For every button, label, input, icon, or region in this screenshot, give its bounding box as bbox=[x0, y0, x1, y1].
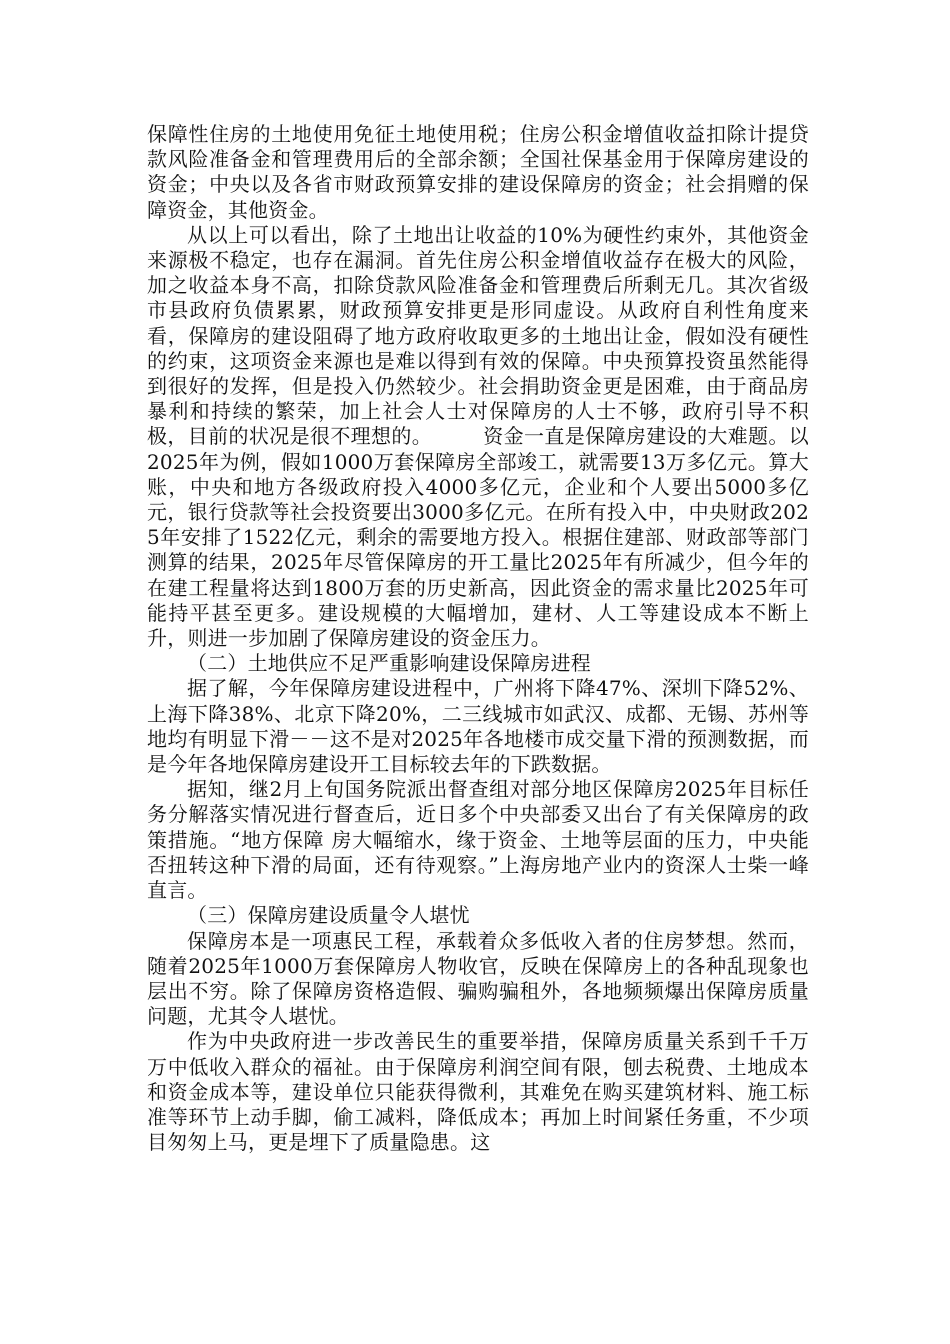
paragraph-quality-issues: 保障房本是一项惠民工程，承载着众多低收入者的住房梦想。然而，随着2025年1000万套保障房人物收官，反映在保障房上的各种乱现象也层出不穷。除了保障房资格造假、骗购骗租外，各地频频爆出保障房质量问题，尤其令人堪忧。 bbox=[147, 928, 809, 1029]
document-page bbox=[147, 122, 809, 1155]
paragraph-land-decline-data: 据了解，今年保障房建设进程中，广州将下降47%、深圳下降52%、上海下降38%、北京下降20%，二三线城市如武汉、成都、无锡、苏州等地均有明显下滑－－这不是对2025年各地楼市成交量下滑的预测数据，而是今年各地保障房建设开工目标较去年的下跌数据。 bbox=[147, 676, 809, 777]
section-heading-quality: （三）保障房建设质量令人堪忧 bbox=[187, 903, 470, 928]
paragraph-central-policy: 据知，继2月上旬国务院派出督查组对部分地区保障房2025年目标任务分解落实情况进行督查后，近日多个中央部委又出台了有关保障房的政策措施。“地方保障 房大幅缩水，缘于资金、土地等层面的压力，中央能否扭转这种下滑的局面，还有待观察。”上海房地产业内的资深人士柴一峰直言。 bbox=[147, 777, 809, 903]
section-heading-land-supply: （二）土地供应不足严重影响建设保障房进程 bbox=[187, 651, 591, 676]
paragraph-funding-sources: 保障性住房的土地使用免征土地使用税；住房公积金增值收益扣除计提贷款风险准备金和管理费用后的全部余额；全国社保基金用于保障房建设的资金；中央以及各省市财政预算安排的建设保障房的资金；社会捐赠的保障资金，其他资金。 bbox=[147, 122, 809, 222]
paragraph-quality-causes: 作为中央政府进一步改善民生的重要举措，保障房质量关系到千千万万中低收入群众的福祉。由于保障房利润空间有限，刨去税费、土地成本和资金成本等，建设单位只能获得微利，其难免在购买建筑材料、施工标准等环节上动手脚，偷工减料，降低成本；再加上时间紧任务重，不少项目匆匆上马，更是埋下了质量隐患。这 bbox=[147, 1029, 809, 1155]
paragraph-funding-analysis: 从以上可以看出，除了土地出让收益的10%为硬性约束外，其他资金来源极不稳定，也存在漏洞。首先住房公积金增值收益存在极大的风险，加之收益本身不高，扣除贷款风险准备金和管理费后所剩无几。其次省级市县政府负债累累，财政预算安排更是形同虚设。从政府自利性角度来看，保障房的建设阻碍了地方政府收取更多的土地出让金，假如没有硬性的约束，这项资金来源也是难以得到有效的保障。中央预算投资虽然能得到很好的发挥，但是投入仍然较少。社会捐助资金更是困难，由于商品房暴利和持续的繁荣，加上社会人士对保障房的人士不够，政府引导不积极，目前的状况是很不理想的。 资金一直是保障房建设的大难题。以2025年为例，假如1000万套保障房全部竣工，就需要13万多亿元。算大账，中央和地方各级政府投入4000多亿元，企业和个人要出5000多亿元，银行贷款等社会投资要出3000多亿元。在所有投入中，中央财政2025年安排了1522亿元，剩余的需要地方投入。根据住建部、财政部等部门测算的结果，2025年尽管保障房的开工量比2025年有所减少，但今年的在建工程量将达到1800万套的历史新高，因此资金的需求量比2025年可能持平甚至更多。建设规模的大幅增加，建材、人工等建设成本不断上升，则进一步加剧了保障房建设的资金压力。 bbox=[147, 222, 809, 651]
